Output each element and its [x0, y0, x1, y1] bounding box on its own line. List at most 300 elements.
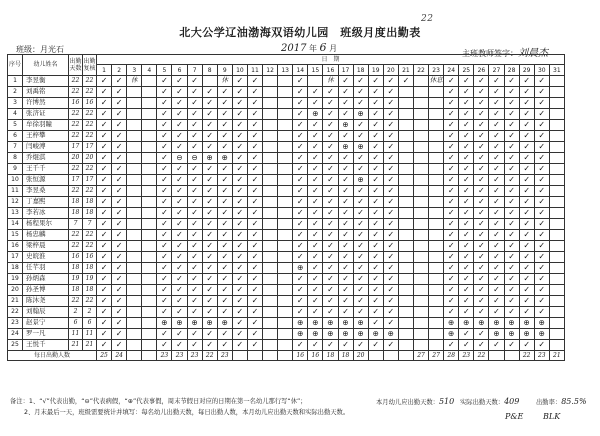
- check-mark: ✓: [538, 119, 546, 129]
- day-cell: [413, 141, 428, 152]
- check-mark: ✓: [493, 75, 500, 85]
- day-cell: [142, 196, 157, 207]
- day-cell: [534, 218, 549, 229]
- row-seq: 18: [8, 262, 23, 273]
- check-mark: ✓: [342, 240, 349, 250]
- row-should: 22: [69, 75, 83, 86]
- check-mark: ✓: [161, 130, 168, 140]
- sick-mark: ⊖: [191, 152, 198, 162]
- check-mark: ✓: [176, 119, 183, 129]
- day-cell: [97, 240, 112, 251]
- day-cell: [444, 273, 459, 284]
- check-mark: ✓: [462, 86, 470, 96]
- day-cell: [112, 251, 127, 262]
- day-cell: [444, 218, 459, 229]
- day-cell: [142, 130, 157, 141]
- day-cell: [474, 273, 489, 284]
- header-day: 13: [278, 65, 293, 75]
- header-day: 30: [534, 65, 549, 75]
- check-mark: ✓: [100, 339, 108, 349]
- day-cell: [383, 141, 398, 152]
- daily-total: [263, 350, 278, 360]
- check-mark: ✓: [462, 119, 470, 129]
- check-mark: ✓: [100, 273, 108, 283]
- day-cell: [549, 163, 564, 174]
- day-cell: [323, 339, 338, 350]
- check-mark: ✓: [387, 86, 395, 96]
- day-cell: [549, 119, 564, 130]
- day-cell: [474, 75, 489, 86]
- day-cell: [534, 130, 549, 141]
- day-cell: [474, 240, 489, 251]
- day-cell: [383, 130, 398, 141]
- day-cell: [232, 295, 247, 306]
- check-mark: ✓: [251, 119, 259, 129]
- check-mark: ✓: [115, 317, 123, 327]
- check-mark: ✓: [191, 97, 198, 107]
- check-mark: ✓: [191, 328, 198, 338]
- day-cell: [172, 75, 187, 86]
- day-cell: [474, 163, 489, 174]
- day-cell: [323, 108, 338, 119]
- day-cell: [308, 75, 323, 86]
- day-cell: [293, 339, 308, 350]
- day-cell: [444, 196, 459, 207]
- day-cell: [413, 185, 428, 196]
- day-cell: [323, 86, 338, 97]
- row-actual: 16: [83, 251, 97, 262]
- check-mark: ✓: [342, 218, 349, 228]
- check-mark: ✓: [161, 339, 168, 349]
- day-cell: [278, 86, 293, 97]
- leave-mark: ⊕: [342, 317, 349, 327]
- day-cell: [323, 218, 338, 229]
- check-mark: ✓: [327, 119, 334, 129]
- day-cell: [549, 141, 564, 152]
- check-mark: ✓: [176, 251, 183, 261]
- check-mark: ✓: [372, 163, 380, 173]
- day-cell: [338, 240, 353, 251]
- day-cell: [338, 163, 353, 174]
- check-mark: ✓: [312, 273, 319, 283]
- day-cell: [549, 229, 564, 240]
- day-cell: [489, 218, 504, 229]
- day-cell: [383, 328, 398, 339]
- check-mark: ✓: [296, 284, 304, 294]
- check-mark: ✓: [508, 229, 515, 239]
- day-cell: [383, 339, 398, 350]
- day-cell: [247, 141, 262, 152]
- row-should: 18: [69, 207, 83, 218]
- table-row: [8, 152, 565, 163]
- leave-mark: ⊕: [297, 317, 304, 327]
- day-cell: [97, 119, 112, 130]
- check-mark: ✓: [523, 218, 531, 228]
- row-seq: 19: [8, 273, 23, 284]
- check-mark: ✓: [493, 196, 500, 206]
- day-cell: [534, 174, 549, 185]
- day-cell: [112, 229, 127, 240]
- check-mark: ✓: [342, 97, 349, 107]
- day-cell: [398, 262, 413, 273]
- day-cell: [157, 75, 172, 86]
- check-mark: ✓: [478, 251, 485, 261]
- day-cell: [474, 328, 489, 339]
- day-cell: [353, 251, 368, 262]
- row-seq: 10: [8, 174, 23, 185]
- row-actual: 22: [83, 240, 97, 251]
- day-cell: [549, 328, 564, 339]
- day-cell: [278, 328, 293, 339]
- day-cell: [413, 229, 428, 240]
- day-cell: [383, 262, 398, 273]
- day-cell: [127, 229, 142, 240]
- check-mark: ✓: [251, 207, 259, 217]
- header-day: 4: [142, 65, 157, 75]
- check-mark: ✓: [296, 207, 304, 217]
- day-cell: [278, 174, 293, 185]
- day-cell: [519, 317, 534, 328]
- day-cell: [232, 251, 247, 262]
- check-mark: ✓: [251, 328, 259, 338]
- check-mark: ✓: [387, 196, 395, 206]
- check-mark: ✓: [251, 152, 259, 162]
- leave-mark: ⊕: [327, 328, 334, 338]
- row-seq: 4: [8, 108, 23, 119]
- stat-actual-label: 实际出勤天数：: [460, 399, 505, 406]
- day-cell: [187, 229, 202, 240]
- check-mark: ✓: [206, 97, 214, 107]
- day-cell: [549, 251, 564, 262]
- day-cell: [278, 240, 293, 251]
- day-cell: [489, 207, 504, 218]
- check-mark: ✓: [312, 196, 319, 206]
- day-cell: [232, 174, 247, 185]
- day-cell: [278, 295, 293, 306]
- day-cell: [247, 295, 262, 306]
- day-cell: [293, 141, 308, 152]
- check-mark: ✓: [191, 119, 198, 129]
- day-cell: [247, 284, 262, 295]
- day-cell: [263, 295, 278, 306]
- day-cell: [232, 185, 247, 196]
- daily-total: [247, 350, 262, 360]
- day-cell: [263, 86, 278, 97]
- day-cell: [429, 306, 444, 317]
- check-mark: ✓: [161, 284, 168, 294]
- day-cell: [127, 207, 142, 218]
- day-cell: [247, 130, 262, 141]
- day-cell: [353, 240, 368, 251]
- day-cell: [142, 339, 157, 350]
- check-mark: ✓: [206, 108, 214, 118]
- check-mark: ✓: [327, 284, 334, 294]
- header-actual: 出勤复核: [83, 55, 97, 76]
- day-cell: [172, 141, 187, 152]
- day-cell: [549, 295, 564, 306]
- day-cell: [217, 251, 232, 262]
- check-mark: ✓: [508, 240, 515, 250]
- header-day: 25: [459, 65, 474, 75]
- day-cell: [112, 152, 127, 163]
- check-mark: ✓: [447, 75, 455, 85]
- check-mark: ✓: [161, 86, 168, 96]
- check-mark: ✓: [236, 328, 244, 338]
- day-cell: [383, 97, 398, 108]
- day-cell: [338, 141, 353, 152]
- check-mark: ✓: [100, 86, 108, 96]
- check-mark: ✓: [478, 86, 485, 96]
- day-cell: [368, 251, 383, 262]
- day-cell: [247, 306, 262, 317]
- day-cell: [429, 273, 444, 284]
- check-mark: ✓: [296, 119, 304, 129]
- day-cell: [232, 207, 247, 218]
- row-actual: 22: [83, 108, 97, 119]
- check-mark: ✓: [447, 108, 455, 118]
- day-cell: [157, 97, 172, 108]
- day-cell: [459, 218, 474, 229]
- day-cell: [232, 196, 247, 207]
- day-cell: [217, 86, 232, 97]
- day-cell: [474, 339, 489, 350]
- day-cell: [459, 251, 474, 262]
- row-should: 22: [69, 185, 83, 196]
- day-cell: [338, 273, 353, 284]
- check-mark: ✓: [538, 251, 546, 261]
- day-cell: [368, 218, 383, 229]
- day-cell: [534, 273, 549, 284]
- check-mark: ✓: [327, 207, 334, 217]
- day-cell: [187, 163, 202, 174]
- day-cell: [232, 240, 247, 251]
- day-cell: [383, 75, 398, 86]
- day-cell: [97, 284, 112, 295]
- check-mark: ✓: [161, 196, 168, 206]
- day-cell: [519, 218, 534, 229]
- day-cell: [444, 262, 459, 273]
- day-cell: [383, 284, 398, 295]
- day-cell: [504, 196, 519, 207]
- day-cell: [519, 130, 534, 141]
- day-cell: [142, 152, 157, 163]
- day-cell: [383, 163, 398, 174]
- check-mark: ✓: [462, 306, 470, 316]
- check-mark: ✓: [296, 229, 304, 239]
- check-mark: ✓: [508, 97, 515, 107]
- check-mark: ✓: [538, 152, 546, 162]
- day-cell: [413, 273, 428, 284]
- check-mark: ✓: [236, 130, 244, 140]
- check-mark: ✓: [387, 273, 395, 283]
- day-cell: [519, 295, 534, 306]
- check-mark: ✓: [191, 108, 198, 118]
- day-cell: [489, 240, 504, 251]
- check-mark: ✓: [493, 251, 500, 261]
- check-mark: ✓: [493, 119, 500, 129]
- day-cell: [398, 119, 413, 130]
- day-cell: [534, 284, 549, 295]
- daily-total-label: 每日出勤人数: [8, 350, 97, 360]
- check-mark: ✓: [447, 284, 455, 294]
- day-cell: [444, 251, 459, 262]
- check-mark: ✓: [236, 273, 244, 283]
- day-cell: [112, 339, 127, 350]
- day-cell: [112, 174, 127, 185]
- check-mark: ✓: [327, 86, 334, 96]
- row-actual: 11: [83, 328, 97, 339]
- day-cell: [504, 174, 519, 185]
- check-mark: ✓: [251, 273, 259, 283]
- day-cell: [187, 196, 202, 207]
- check-mark: ✓: [327, 229, 334, 239]
- day-cell: [504, 229, 519, 240]
- day-cell: [187, 328, 202, 339]
- day-cell: [549, 262, 564, 273]
- check-mark: ✓: [462, 196, 470, 206]
- check-mark: ✓: [372, 152, 380, 162]
- day-cell: [308, 119, 323, 130]
- check-mark: ✓: [312, 295, 319, 305]
- check-mark: ✓: [206, 141, 214, 151]
- check-mark: ✓: [236, 306, 244, 316]
- table-row: [8, 251, 565, 262]
- check-mark: ✓: [342, 251, 349, 261]
- day-cell: [308, 108, 323, 119]
- day-cell: [323, 295, 338, 306]
- check-mark: ✓: [236, 97, 244, 107]
- daily-total: 28: [444, 350, 459, 360]
- check-mark: ✓: [221, 196, 229, 206]
- row-actual: 22: [83, 130, 97, 141]
- check-mark: ✓: [493, 108, 500, 118]
- day-cell: [127, 262, 142, 273]
- day-cell: [202, 75, 217, 86]
- check-mark: ✓: [327, 251, 334, 261]
- check-mark: ✓: [236, 185, 244, 195]
- day-cell: [444, 119, 459, 130]
- day-cell: [278, 108, 293, 119]
- day-cell: [263, 163, 278, 174]
- day-cell: [157, 108, 172, 119]
- day-cell: [172, 284, 187, 295]
- day-cell: [127, 97, 142, 108]
- day-cell: [504, 328, 519, 339]
- row-name: 杨程果尔: [23, 218, 69, 229]
- day-cell: [157, 86, 172, 97]
- check-mark: ✓: [100, 185, 108, 195]
- check-mark: ✓: [478, 196, 485, 206]
- day-cell: [519, 86, 534, 97]
- table-row: [8, 273, 565, 284]
- day-cell: [459, 108, 474, 119]
- check-mark: ✓: [236, 317, 244, 327]
- day-cell: [429, 174, 444, 185]
- day-cell: [142, 86, 157, 97]
- leave-mark: ⊕: [161, 317, 168, 327]
- check-mark: ✓: [191, 262, 198, 272]
- table-row: [8, 339, 565, 350]
- day-cell: [338, 108, 353, 119]
- check-mark: ✓: [372, 218, 380, 228]
- check-mark: ✓: [327, 97, 334, 107]
- check-mark: ✓: [523, 196, 531, 206]
- day-cell: [187, 251, 202, 262]
- signoff-a: P&E: [505, 412, 524, 421]
- day-cell: [398, 295, 413, 306]
- header-name: 幼儿姓名: [23, 55, 69, 76]
- day-cell: [383, 108, 398, 119]
- check-mark: ✓: [357, 86, 364, 96]
- row-actual: 22: [83, 163, 97, 174]
- check-mark: ✓: [191, 185, 198, 195]
- check-mark: ✓: [296, 218, 304, 228]
- check-mark: ✓: [312, 174, 319, 184]
- day-cell: [549, 130, 564, 141]
- day-cell: [232, 306, 247, 317]
- day-cell: [97, 108, 112, 119]
- table-row: [8, 108, 565, 119]
- check-mark: ✓: [161, 218, 168, 228]
- day-cell: [534, 163, 549, 174]
- check-mark: ✓: [161, 97, 168, 107]
- check-mark: ✓: [447, 339, 455, 349]
- day-cell: [489, 75, 504, 86]
- day-cell: [142, 174, 157, 185]
- check-mark: ✓: [251, 306, 259, 316]
- row-name: 任芊羽: [23, 262, 69, 273]
- day-cell: [398, 284, 413, 295]
- header-day: 7: [187, 65, 202, 75]
- row-name: 赵景宁: [23, 317, 69, 328]
- day-cell: [232, 273, 247, 284]
- row-seq: 5: [8, 119, 23, 130]
- check-mark: ✓: [447, 185, 455, 195]
- row-name: 乔焜淇: [23, 152, 69, 163]
- day-cell: [519, 75, 534, 86]
- leave-mark: ⊕: [448, 328, 455, 338]
- header-day: 2: [112, 65, 127, 75]
- day-cell: [459, 185, 474, 196]
- day-cell: [187, 185, 202, 196]
- check-mark: ✓: [161, 75, 168, 85]
- day-cell: [263, 174, 278, 185]
- rest-mark: 休: [327, 76, 334, 85]
- day-cell: [217, 262, 232, 273]
- day-cell: [504, 163, 519, 174]
- day-cell: [413, 119, 428, 130]
- daily-total-row: [8, 350, 565, 360]
- check-mark: ✓: [327, 306, 334, 316]
- day-cell: [519, 174, 534, 185]
- check-mark: ✓: [462, 251, 470, 261]
- day-cell: [278, 262, 293, 273]
- day-cell: [413, 196, 428, 207]
- check-mark: ✓: [221, 218, 229, 228]
- day-cell: [202, 97, 217, 108]
- day-cell: [459, 273, 474, 284]
- day-cell: [398, 75, 413, 86]
- day-cell: [97, 152, 112, 163]
- check-mark: ✓: [236, 284, 244, 294]
- day-cell: [398, 229, 413, 240]
- check-mark: ✓: [523, 185, 531, 195]
- check-mark: ✓: [115, 130, 123, 140]
- day-cell: [247, 251, 262, 262]
- check-mark: ✓: [161, 152, 168, 162]
- day-cell: [444, 317, 459, 328]
- day-cell: [489, 119, 504, 130]
